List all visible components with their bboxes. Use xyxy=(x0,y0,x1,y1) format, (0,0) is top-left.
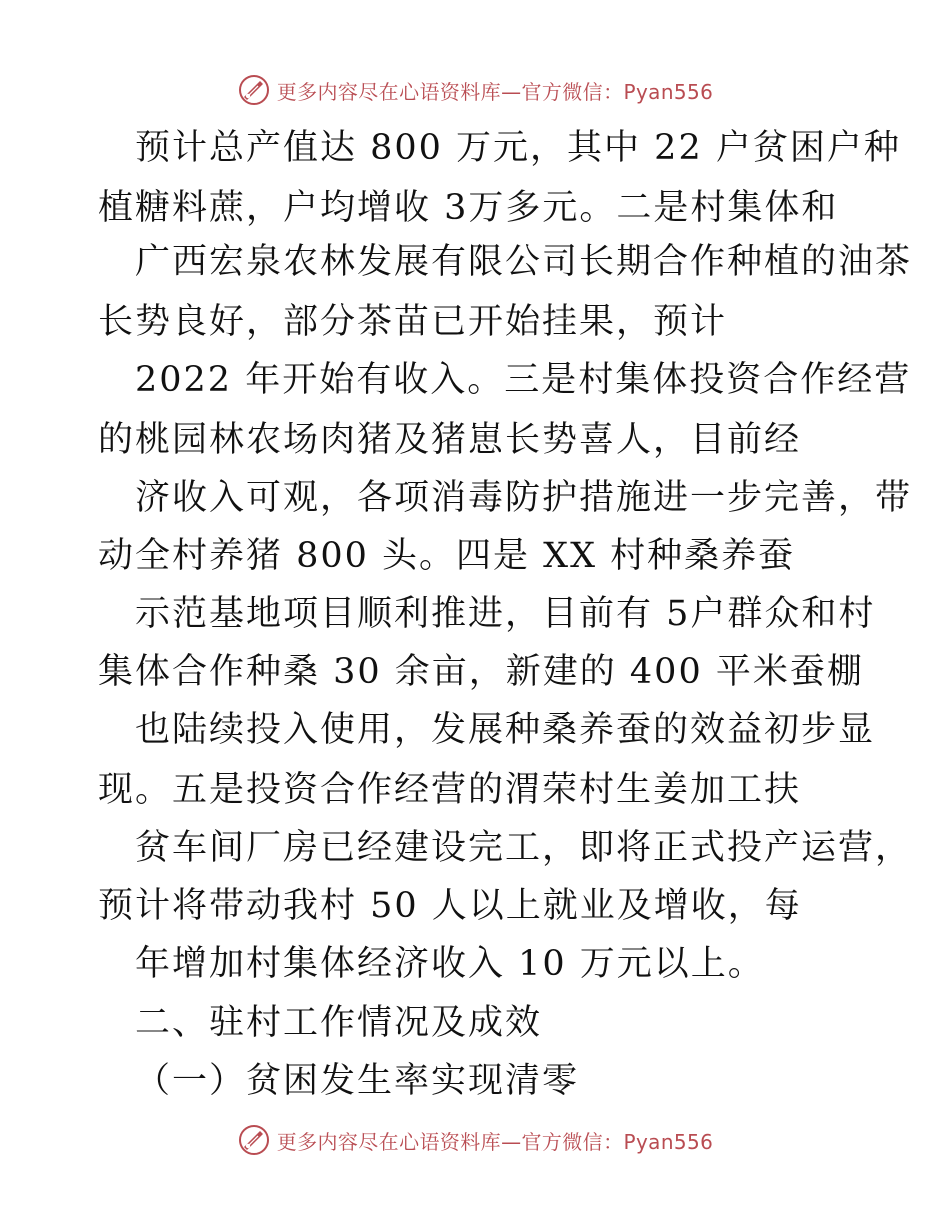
text-line: 动全村养猪 800 头。四是 XX 村种桑养蚕 xyxy=(98,536,796,576)
text-line: 示范基地项目顺利推进，目前有 5户群众和村 xyxy=(135,594,876,634)
text-line: 年增加村集体经济收入 10 万元以上。 xyxy=(135,944,765,984)
text-line: 贫车间厂房已经建设完工，即将正式投产运营， xyxy=(135,828,913,868)
text-line: 集体合作种桑 30 余亩，新建的 400 平米蚕棚 xyxy=(98,652,864,692)
text-line: 预计将带动我村 50 人以上就业及增收，每 xyxy=(98,886,802,926)
header-watermark xyxy=(0,70,950,110)
watermark-text: 更多内容尽在心语资料库—官方微信：Pyan556 xyxy=(276,1129,714,1154)
quill-logo-icon xyxy=(237,73,271,107)
subsection-heading: （一）贫困发生率实现清零 xyxy=(135,1061,580,1101)
text-line: 也陆续投入使用，发展种桑养蚕的效益初步显 xyxy=(135,710,876,750)
text-line: 2022 年开始有收入。三是村集体投资合作经营 xyxy=(135,360,912,400)
text-line: 预计总产值达 800 万元，其中 22 户贫困户种 xyxy=(135,128,901,168)
quill-logo-icon xyxy=(237,1123,271,1157)
text-line: 的桃园林农场肉猪及猪崽长势喜人，目前经 xyxy=(98,420,802,460)
watermark-text: 更多内容尽在心语资料库—官方微信：Pyan556 xyxy=(276,79,714,104)
text-line: 现。五是投资合作经营的渭荣村生姜加工扶 xyxy=(98,770,802,810)
footer-watermark xyxy=(0,1120,950,1160)
text-line: 广西宏泉农林发展有限公司长期合作种植的油茶 xyxy=(135,242,913,282)
text-line: 济收入可观，各项消毒防护措施进一步完善，带 xyxy=(135,478,913,518)
text-line: 长势良好，部分茶苗已开始挂果，预计 xyxy=(98,302,728,342)
section-heading: 二、驻村工作情况及成效 xyxy=(135,1003,543,1043)
text-line: 植糖料蔗，户均增收 3万多元。二是村集体和 xyxy=(98,188,839,228)
